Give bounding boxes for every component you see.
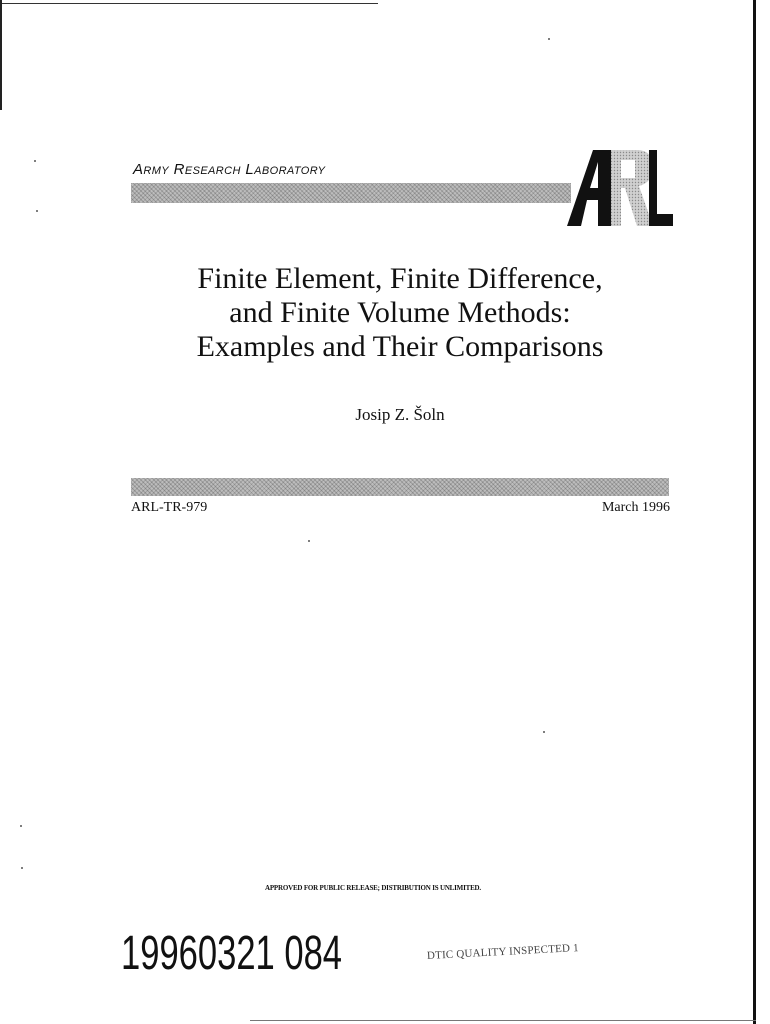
arl-logo-icon (565, 148, 675, 228)
scan-speck (548, 38, 550, 40)
scan-speck (20, 825, 22, 827)
scan-top-edge-line (0, 3, 378, 4)
scan-speck (308, 540, 310, 542)
author-name: Josip Z. Šoln (355, 405, 445, 424)
report-number: ARL-TR-979 (131, 500, 208, 515)
divider-halftone-bar (131, 478, 669, 496)
header-halftone-bar (131, 183, 571, 203)
report-date: March 1996 (601, 500, 670, 515)
accession-number: 19960321 084 (121, 927, 343, 980)
title-line: and Finite Volume Methods: (229, 296, 571, 329)
scan-speck (21, 867, 23, 869)
distribution-statement: APPROVED FOR PUBLIC RELEASE; DISTRIBUTION IS UNLIMITED. (265, 884, 481, 892)
scan-bottom-edge-line (250, 1020, 756, 1021)
scan-left-edge-mark (0, 0, 2, 110)
scan-right-edge-border (753, 0, 756, 1024)
scan-speck (34, 160, 36, 162)
document-title (130, 262, 670, 364)
scan-speck (36, 210, 38, 212)
scan-speck (543, 731, 545, 733)
lab-name-heading: Army Research Laboratory (133, 161, 326, 178)
quality-inspection-stamp: DTIC QUALITY INSPECTED 1 (426, 942, 580, 962)
title-line: Examples and Their Comparisons (196, 330, 604, 363)
title-line: Finite Element, Finite Difference, (197, 262, 603, 295)
